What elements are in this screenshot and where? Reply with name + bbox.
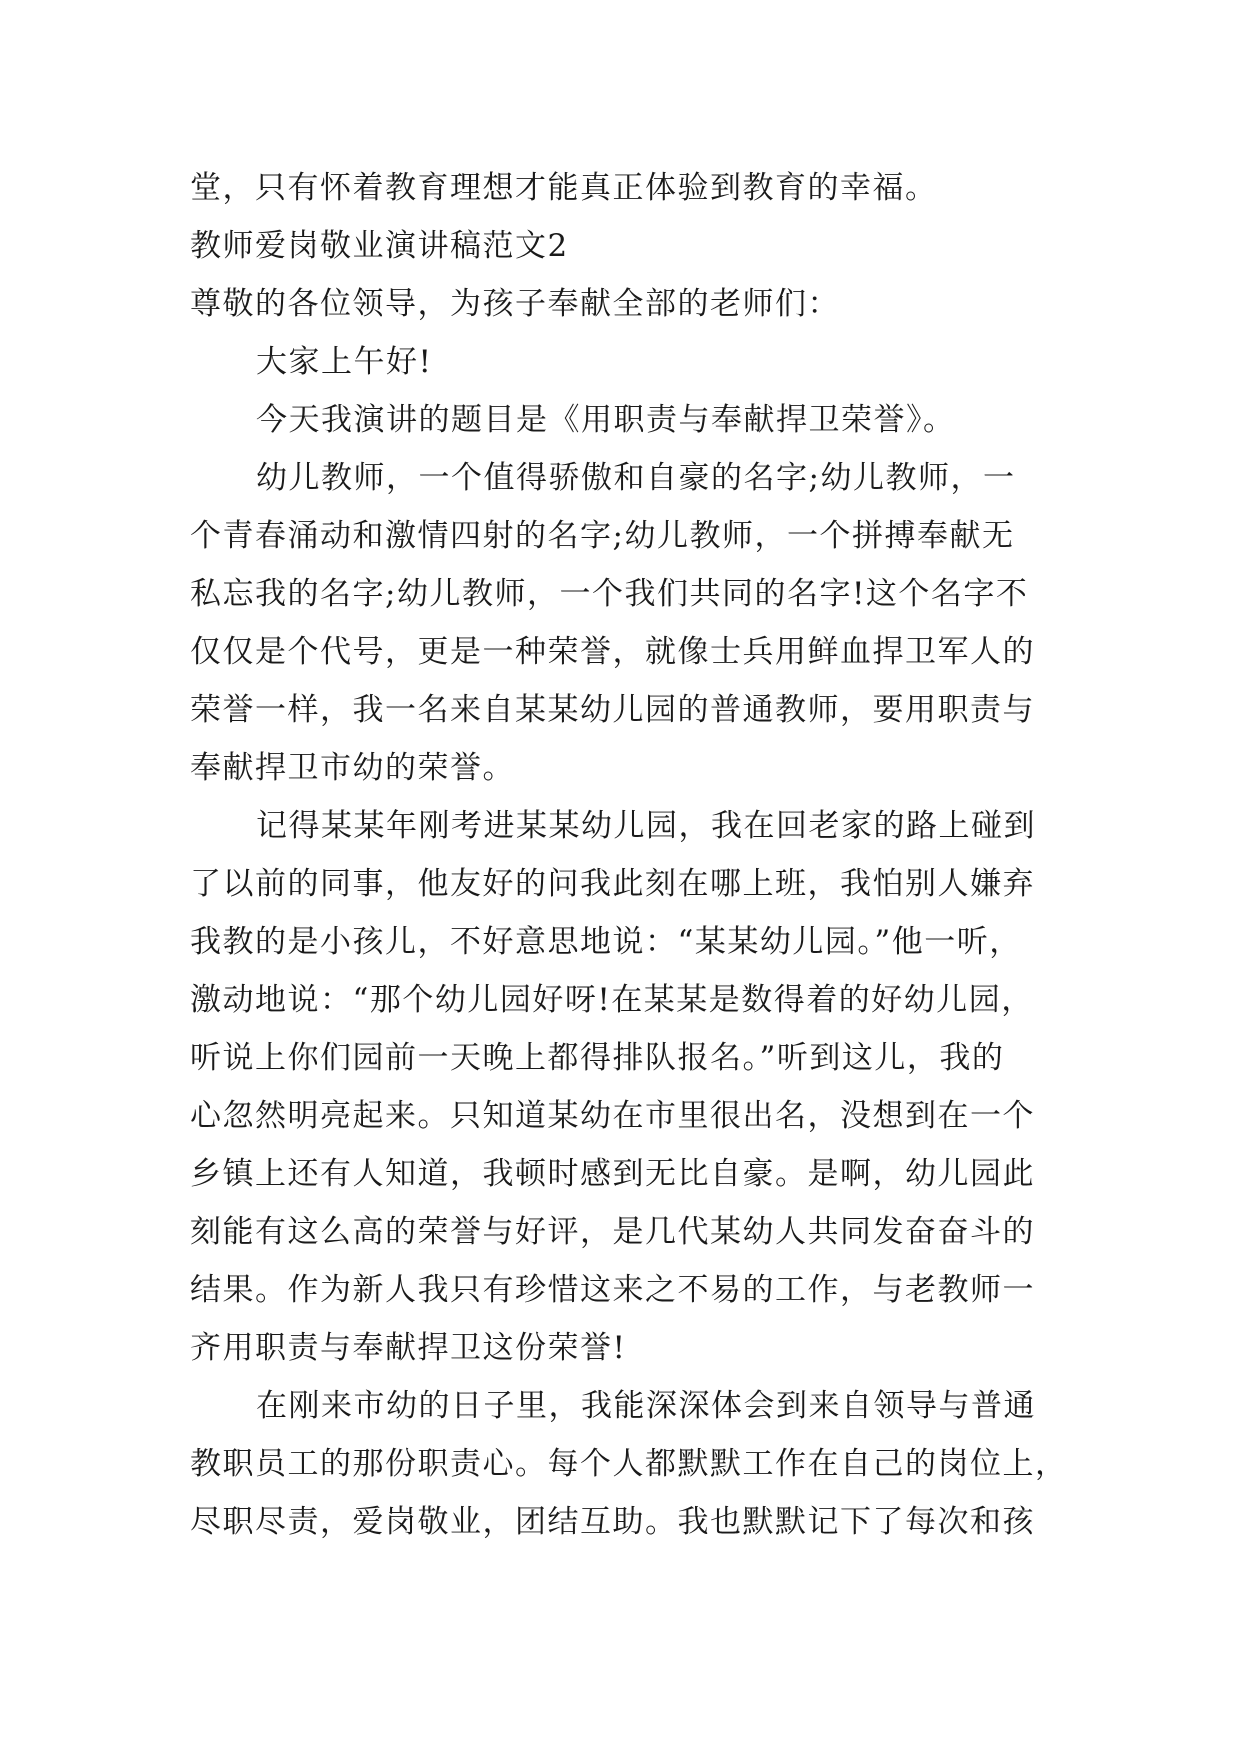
text-line: 心忽然明亮起来。只知道某幼在市里很出名，没想到在一个 xyxy=(190,1098,1035,1134)
text-line: 私忘我的名字;幼儿教师，一个我们共同的名字!这个名字不 xyxy=(190,576,1029,612)
text-line: 仅仅是个代号，更是一种荣誉，就像士兵用鲜血捍卫军人的 xyxy=(190,634,1035,670)
text-line: 听说上你们园前一天晚上都得排队报名。”听到这儿，我的 xyxy=(190,1040,1005,1076)
section-heading: 教师爱岗敬业演讲稿范文2 xyxy=(190,228,569,264)
text-line: 激动地说：“那个幼儿园好呀!在某某是数得着的好幼儿园， xyxy=(190,982,1034,1018)
text-line: 刻能有这么高的荣誉与好评，是几代某幼人共同发奋奋斗的 xyxy=(190,1214,1035,1250)
text-line: 教职员工的那份职责心。每个人都默默工作在自己的岗位上， xyxy=(190,1446,1068,1482)
text-line: 幼儿教师，一个值得骄傲和自豪的名字;幼儿教师，一 xyxy=(256,460,1016,496)
text-line: 荣誉一样，我一名来自某某幼儿园的普通教师，要用职责与 xyxy=(190,692,1035,728)
text-line: 记得某某年刚考进某某幼儿园，我在回老家的路上碰到 xyxy=(256,808,1036,844)
salutation: 尊敬的各位领导，为孩子奉献全部的老师们： xyxy=(190,286,840,322)
text-line: 堂，只有怀着教育理想才能真正体验到教育的幸福。 xyxy=(190,170,938,206)
text-line: 今天我演讲的题目是《用职责与奉献捍卫荣誉》。 xyxy=(256,402,956,438)
text-line: 尽职尽责，爱岗敬业，团结互助。我也默默记下了每次和孩 xyxy=(190,1504,1035,1540)
text-line: 个青春涌动和激情四射的名字;幼儿教师，一个拼搏奉献无 xyxy=(190,518,1015,554)
text-line: 乡镇上还有人知道，我顿时感到无比自豪。是啊，幼儿园此 xyxy=(190,1156,1035,1192)
text-line: 在刚来市幼的日子里，我能深深体会到来自领导与普通 xyxy=(256,1388,1036,1424)
text-line: 齐用职责与奉献捍卫这份荣誉! xyxy=(190,1330,627,1366)
text-line: 奉献捍卫市幼的荣誉。 xyxy=(190,750,515,786)
greeting: 大家上午好! xyxy=(256,344,433,380)
text-line: 我教的是小孩儿，不好意思地说：“某某幼儿园。”他一听， xyxy=(190,924,1022,960)
text-line: 结果。作为新人我只有珍惜这来之不易的工作，与老教师一 xyxy=(190,1272,1035,1308)
text-line: 了以前的同事，他友好的问我此刻在哪上班，我怕别人嫌弃 xyxy=(190,866,1035,902)
